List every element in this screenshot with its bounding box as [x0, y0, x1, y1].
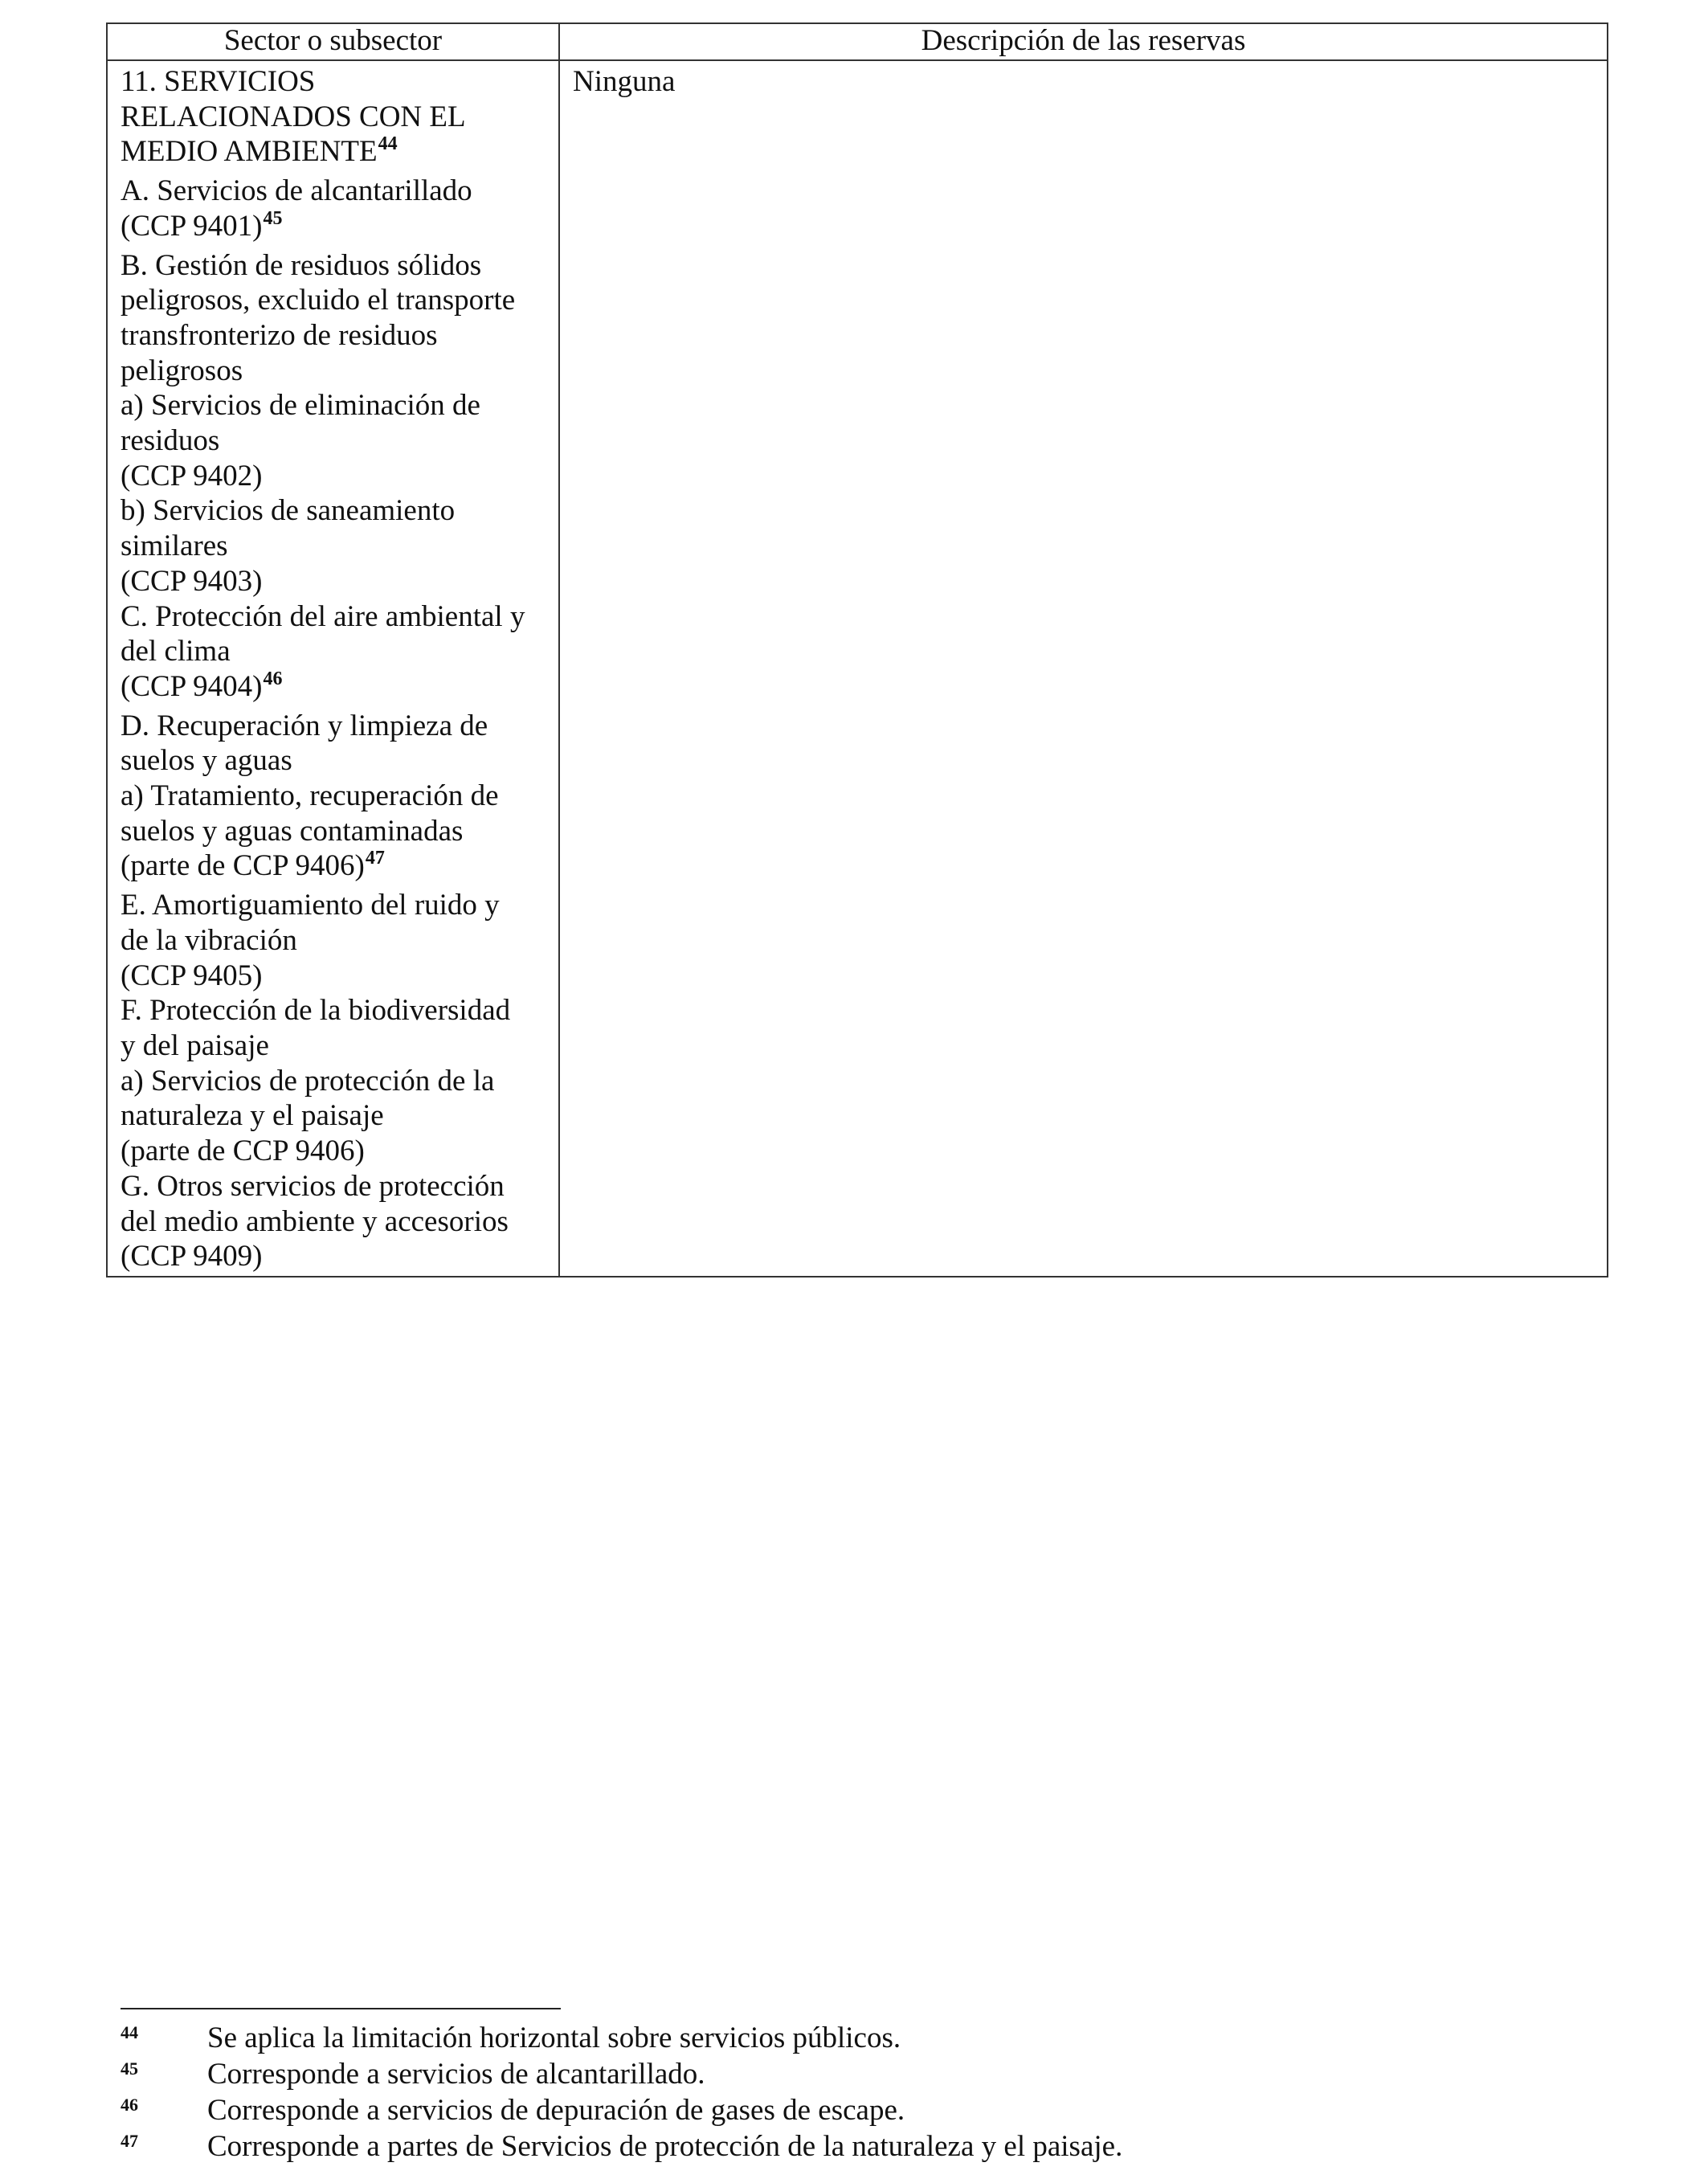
sector-line: [121, 743, 550, 779]
sector-line-text: de la vibración: [121, 923, 297, 957]
footnote-reference[interactable]: 47: [365, 848, 385, 869]
header-sector: Sector o subsector: [107, 23, 559, 60]
sector-line-text: suelos y aguas: [121, 744, 292, 778]
sector-line-text: (CCP 9401): [121, 209, 263, 243]
description-text: Ninguna: [573, 65, 676, 98]
footnote-separator: [121, 2008, 561, 2009]
sector-line: [121, 64, 550, 100]
footnote-text: Se aplica la limitación horizontal sobre servicios públicos.: [207, 2022, 901, 2054]
sector-line-text: RELACIONADOS CON EL: [121, 100, 466, 133]
sector-line-text: a) Servicios de protección de la: [121, 1064, 495, 1098]
sector-line-text: y del paisaje: [121, 1028, 269, 1062]
sector-line-text: del medio ambiente y accesorios: [121, 1204, 509, 1238]
sector-line: [121, 248, 550, 284]
footnote-reference[interactable]: 46: [263, 668, 283, 689]
footnote-reference[interactable]: 44: [378, 133, 398, 155]
reservations-table-container: [106, 22, 1607, 1278]
footnote-number: 45: [121, 2058, 138, 2079]
sector-line: [121, 959, 550, 994]
footnote-text: Corresponde a servicios de depuración de gases de escape.: [207, 2094, 905, 2127]
sector-line: [121, 814, 550, 849]
sector-line: [121, 1134, 550, 1169]
sector-line-text: a) Servicios de eliminación de: [121, 389, 480, 423]
footnote-text: Corresponde a servicios de alcantarillado.: [207, 2058, 705, 2091]
sector-line-text: (CCP 9409): [121, 1240, 263, 1273]
sector-line-text: a) Tratamiento, recuperación de: [121, 779, 499, 813]
table-row: [107, 60, 1608, 1277]
sector-line-text: naturaleza y el paisaje: [121, 1099, 384, 1133]
sector-line: [121, 354, 550, 389]
sector-line-text: del clima: [121, 635, 231, 668]
footnote-number: 47: [121, 2131, 138, 2151]
sector-line: [121, 1169, 550, 1204]
sector-line-text: B. Gestión de residuos sólidos: [121, 248, 482, 282]
sector-line: [121, 493, 550, 529]
sector-line-text: peligrosos: [121, 354, 243, 387]
sector-line-text: (CCP 9404): [121, 669, 263, 703]
footnote-item: [121, 2095, 1607, 2131]
sector-line-text: (CCP 9403): [121, 564, 263, 598]
sector-line-text: peligrosos, excluido el transporte: [121, 284, 516, 317]
sector-line: [121, 529, 550, 564]
sector-line: [121, 174, 550, 209]
sector-line: [121, 209, 550, 248]
sector-line: [121, 283, 550, 318]
sector-line-text: similares: [121, 529, 228, 563]
sector-line: [121, 888, 550, 923]
sector-line: [121, 923, 550, 959]
footnote-item: [121, 2058, 1607, 2095]
footnotes: [121, 2022, 1607, 2167]
sector-line: [121, 1064, 550, 1099]
sector-line-text: suelos y aguas contaminadas: [121, 814, 464, 848]
sector-line: [121, 1239, 550, 1274]
sector-line: [121, 1098, 550, 1134]
sector-line: [121, 459, 550, 494]
sector-lines: [121, 64, 550, 1274]
reservations-table: [106, 22, 1608, 1278]
sector-line: [121, 993, 550, 1028]
sector-line: [121, 318, 550, 354]
sector-line-text: MEDIO AMBIENTE: [121, 135, 378, 169]
sector-line-text: (parte de CCP 9406): [121, 849, 365, 883]
sector-line: [121, 1028, 550, 1064]
footnote-number: 44: [121, 2022, 138, 2042]
sector-line-text: residuos: [121, 424, 220, 458]
sector-line: [121, 599, 550, 635]
sector-line-text: A. Servicios de alcantarillado: [121, 174, 472, 208]
description-cell: [559, 60, 1608, 1277]
footnote-item: [121, 2131, 1607, 2167]
sector-line: [121, 634, 550, 669]
sector-line-text: (CCP 9405): [121, 959, 263, 992]
sector-line: [121, 564, 550, 599]
sector-line: [121, 669, 550, 709]
sector-line: [121, 423, 550, 459]
footnote-number: 46: [121, 2095, 138, 2115]
sector-line-text: b) Servicios de saneamiento: [121, 494, 456, 528]
sector-line: [121, 1204, 550, 1240]
table-header-row: [107, 23, 1608, 60]
sector-line-text: D. Recuperación y limpieza de: [121, 709, 488, 742]
sector-line-text: (parte de CCP 9406): [121, 1134, 365, 1168]
sector-line-text: E. Amortiguamiento del ruido y: [121, 889, 500, 922]
sector-line: [121, 709, 550, 744]
footnote-reference[interactable]: 45: [263, 207, 283, 229]
sector-line-text: C. Protección del aire ambiental y: [121, 599, 525, 633]
header-description: Descripción de las reservas: [559, 23, 1608, 60]
sector-line-text: F. Protección de la biodiversidad: [121, 994, 511, 1028]
sector-line: [121, 848, 550, 888]
sector-line-text: 11. SERVICIOS: [121, 65, 316, 98]
sector-line: [121, 779, 550, 814]
sector-line-text: (CCP 9402): [121, 459, 263, 493]
sector-cell: [107, 60, 559, 1277]
sector-line: [121, 100, 550, 135]
sector-line-text: G. Otros servicios de protección: [121, 1169, 505, 1203]
sector-line: [121, 388, 550, 423]
sector-line: [121, 134, 550, 174]
footnote-text: Corresponde a partes de Servicios de protección de la naturaleza y el paisaje.: [207, 2130, 1123, 2163]
footnote-item: [121, 2022, 1607, 2058]
sector-line-text: transfronterizo de residuos: [121, 318, 438, 352]
